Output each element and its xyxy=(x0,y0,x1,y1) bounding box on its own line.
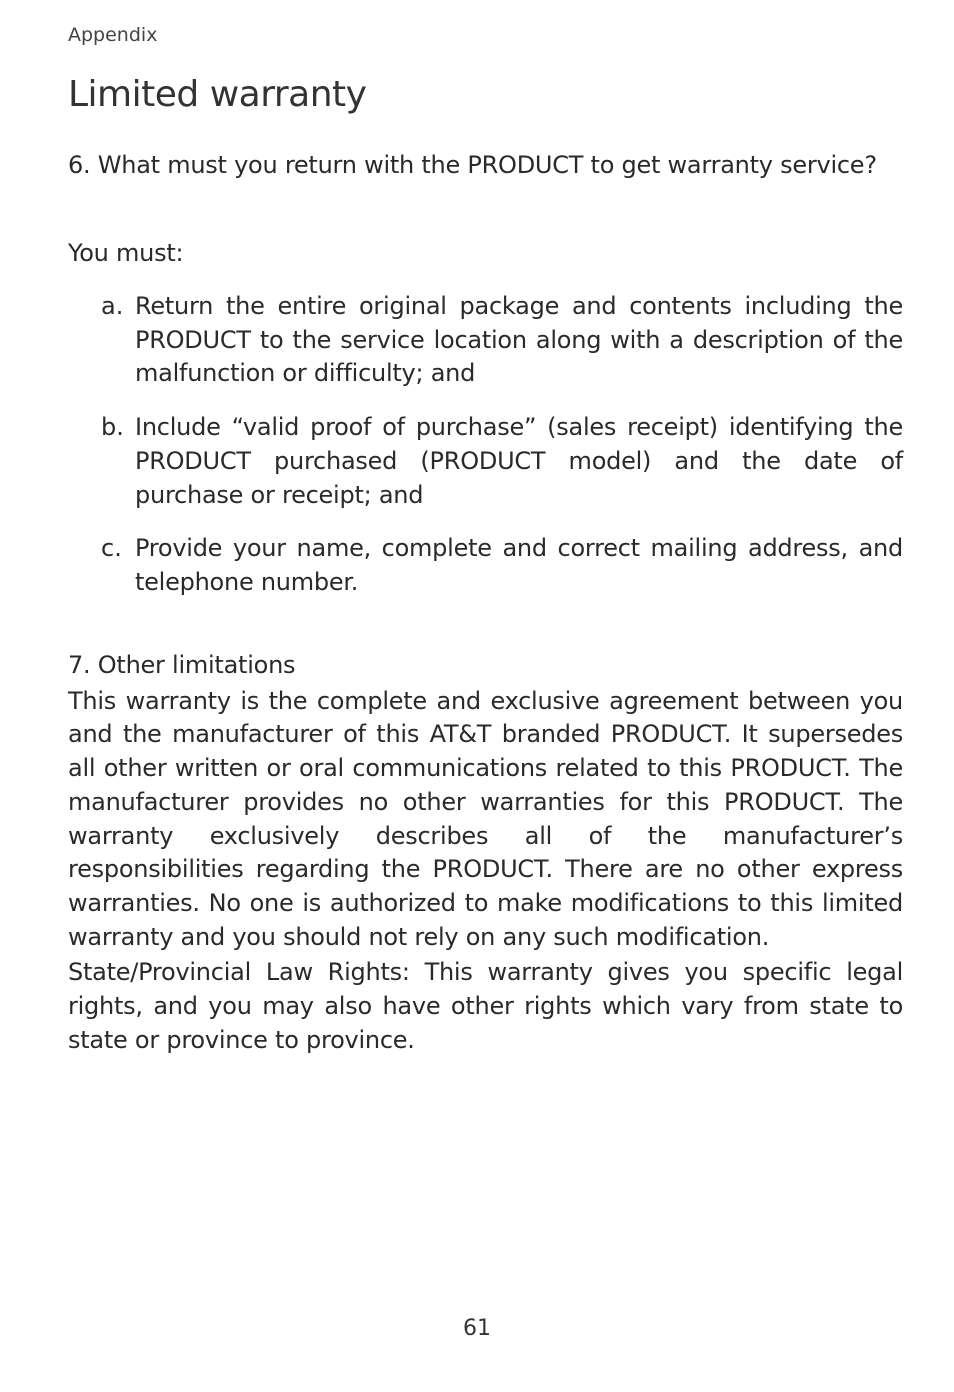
list-marker: a. xyxy=(101,292,124,320)
list-item xyxy=(68,290,903,391)
requirements-list xyxy=(68,290,903,620)
list-item xyxy=(68,532,903,599)
section-label: Appendix xyxy=(68,24,158,46)
law-rights-paragraph: State/Provincial Law Rights: This warranty gives you specific legal rights, and you may also have other rights which vary from state to state or province to province. xyxy=(68,958,903,1054)
page-number: 61 xyxy=(463,1316,491,1341)
requirements-intro: You must: xyxy=(68,239,184,267)
list-marker: c. xyxy=(101,534,122,563)
other-limitations-section xyxy=(68,649,903,1059)
limitations-paragraph: This warranty is the complete and exclusive agreement between you and the manufacturer of this AT&T branded PRODUCT. It supersedes all other written or oral communications related to this PRODUCT. The manufacturer provides no other warranties for this PRODUCT. The warranty exclusively describes all of the manufacturer’s responsibilities regarding the PRODUCT. There are no other express warranties. No one is authorized to make modifications to this limited warranty and you should not rely on any such modification. xyxy=(68,686,903,951)
list-item-text: Return the entire original package and contents including the PRODUCT to the service location along with a description of the malfunction or difficulty; and xyxy=(135,292,903,388)
list-item xyxy=(68,411,903,512)
list-marker: b. xyxy=(101,413,124,442)
section-7-heading: 7. Other limitations xyxy=(68,651,296,679)
page-title: Limited warranty xyxy=(68,74,367,115)
question-6-heading: 6. What must you return with the PRODUCT to get warranty service? xyxy=(68,151,877,179)
list-item-text: Include “valid proof of purchase” (sales receipt) identifying the PRODUCT purchased (PRODUCT model) and the date of purchase or receipt; and xyxy=(135,413,903,509)
list-item-text: Provide your name, complete and correct mailing address, and telephone number. xyxy=(135,534,903,596)
